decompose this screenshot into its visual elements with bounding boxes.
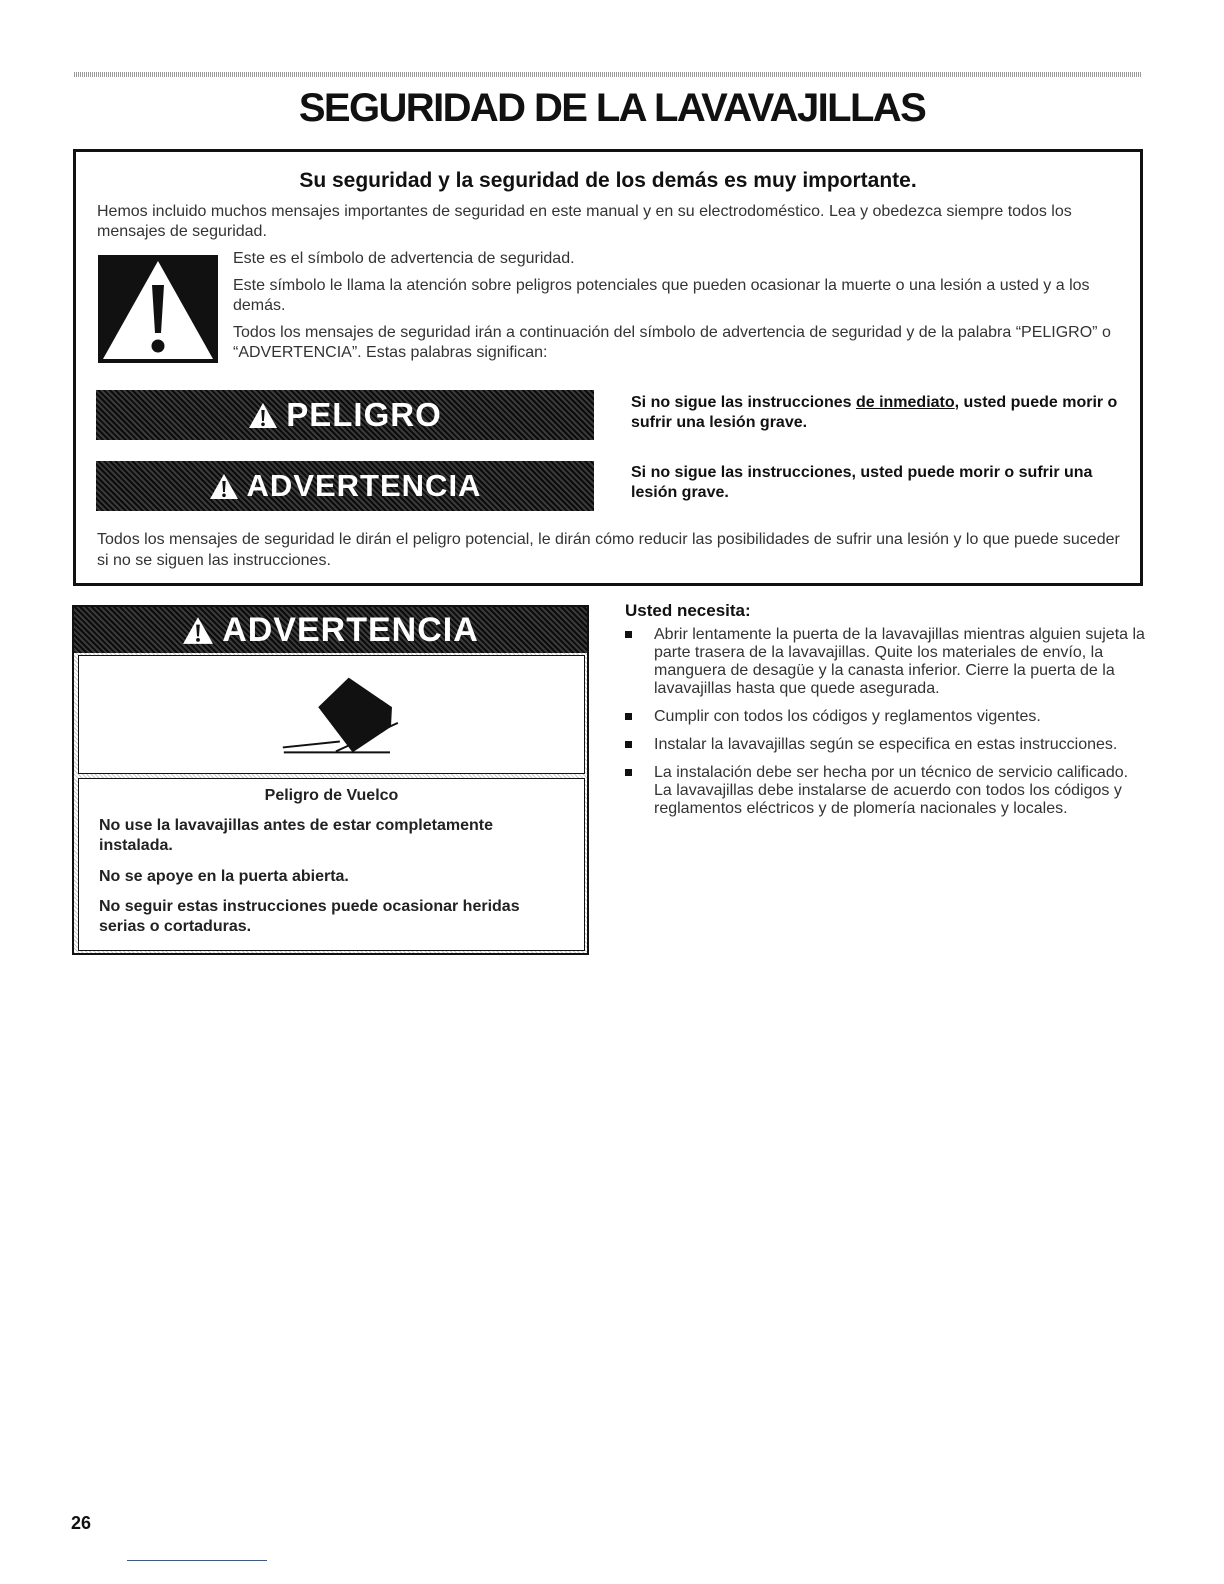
safety-heading: Su seguridad y la seguridad de los demás es muy importante.	[299, 169, 917, 192]
alert-triangle-icon	[248, 402, 278, 429]
page-number: 26	[71, 1513, 92, 1533]
hazard-title: Peligro de Vuelco	[264, 787, 399, 804]
top-rule	[74, 72, 1142, 77]
list-item: La instalación debe ser hecha por un técnico de servicio calificado. La lavavajillas debe instalarse de acuerdo con todos los códigos y reglamentos eléctricos y de plomería nacionales y locales.	[625, 764, 1145, 818]
symbol-desc-2: Este símbolo le llama la atención sobre peligros potenciales que pueden ocasionar la muerte o una lesión a usted y a los demás.	[233, 277, 1090, 314]
bullet-icon	[625, 769, 632, 776]
tip-over-warning-box	[72, 605, 589, 955]
intro-text: Hemos incluido muchos mensajes importantes de seguridad en este manual y en su electrodoméstico. Lea y obedezca siempre todos los mensajes de seguridad.	[97, 203, 1072, 240]
warning-header-word: ADVERTENCIA	[222, 610, 479, 649]
warning-signal-bar	[96, 461, 594, 511]
bullet-icon	[625, 741, 632, 748]
danger-signal-bar	[96, 390, 594, 440]
safety-info-box	[73, 149, 1143, 586]
closing-text: Todos los mensajes de seguridad le dirán el peligro potencial, le dirán cómo reducir las posibilidades de sufrir una lesión y lo que puede suceder si no se siguen las instrucciones.	[97, 531, 1120, 569]
page-title: SEGURIDAD DE LA LAVAVAJILLAS	[298, 86, 926, 130]
danger-signal-desc: Si no sigue las instrucciones de inmediato, usted puede morir o sufrir una lesión grave.	[631, 394, 1118, 431]
warning-triangle-exclamation-icon	[98, 255, 218, 363]
bullet-icon	[625, 713, 632, 720]
symbol-desc-1: Este es el símbolo de advertencia de seguridad.	[233, 250, 575, 267]
symbol-desc-3: Todos los mensajes de seguridad irán a continuación del símbolo de advertencia de seguridad y de la palabra “PELIGRO” o “ADVERTENCIA”. Estas palabras significan:	[233, 324, 1111, 361]
needs-list	[625, 626, 1145, 828]
warning-header	[74, 607, 587, 653]
footer-line	[127, 1560, 267, 1561]
needs-title: Usted necesita:	[625, 601, 751, 620]
hazard-line-1: No use la lavavajillas antes de estar completamente instalada.	[99, 817, 493, 854]
warning-body	[78, 778, 585, 951]
alert-triangle-icon	[182, 616, 214, 645]
bullet-icon	[625, 631, 632, 638]
tip-over-hazard-icon	[78, 655, 585, 774]
list-item: Cumplir con todos los códigos y reglamentos vigentes.	[625, 708, 1145, 726]
warning-signal-word: ADVERTENCIA	[246, 468, 482, 503]
alert-triangle-icon	[209, 473, 239, 500]
warning-signal-desc: Si no sigue las instrucciones, usted puede morir o sufrir una lesión grave.	[631, 464, 1093, 501]
list-item: Instalar la lavavajillas según se especifica en estas instrucciones.	[625, 736, 1145, 754]
hazard-line-2: No se apoye en la puerta abierta.	[99, 868, 349, 885]
danger-signal-word: PELIGRO	[286, 396, 442, 433]
hazard-line-3: No seguir estas instrucciones puede ocasionar heridas serias o cortaduras.	[99, 898, 520, 935]
list-item: Abrir lentamente la puerta de la lavavajillas mientras alguien sujeta la parte trasera de la lavavajillas. Quite los materiales de envío, la manguera de desagüe y la canasta inferior. Cierre la puerta de la lavavajillas hasta que quede asegurada.	[625, 626, 1145, 698]
